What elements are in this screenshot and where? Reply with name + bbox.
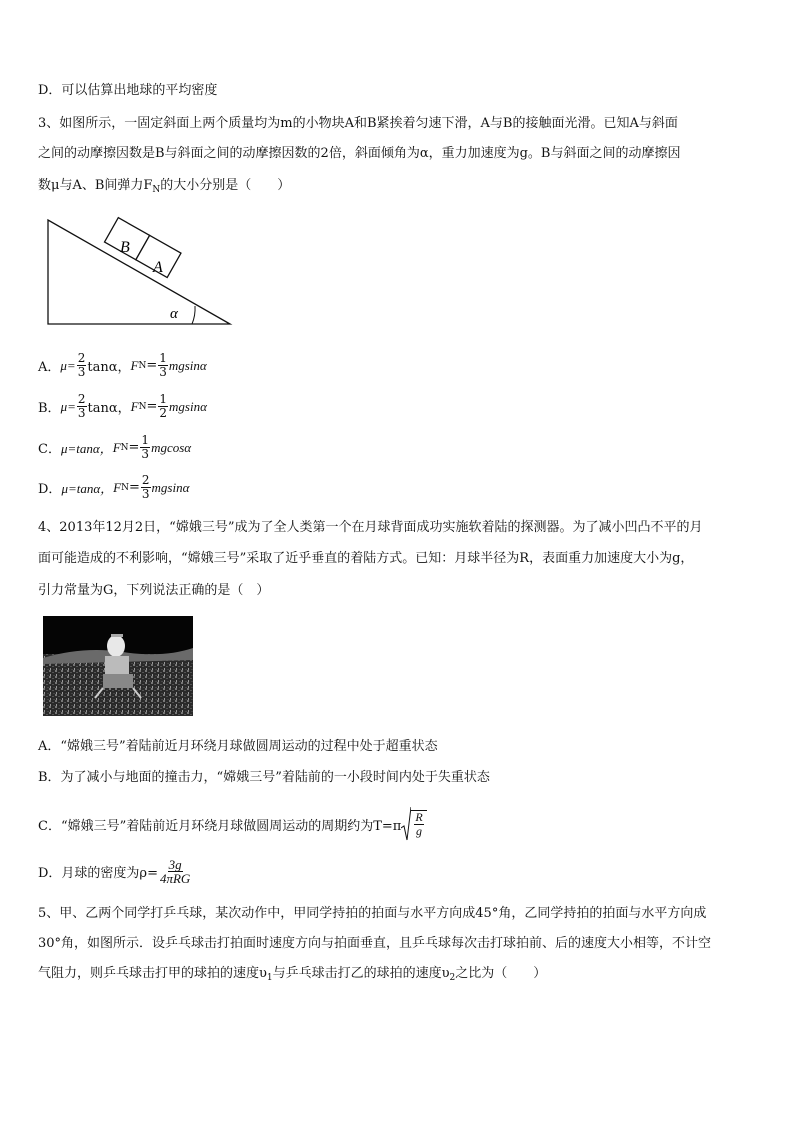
q5-stem-line3: 气阻力，则乒乓球击打甲的球拍的速度$\upsilon_1$与乒乓球击打乙的球拍的速度$\upsilon_2$之比为（ ） [38,966,547,983]
fraction: $\frac{1}{3}$ [141,433,150,461]
sqrt-expression: $\frac{R}{g}$ [401,806,426,842]
q4-stem-line1: 4、2013年12月2日，“嫦娥三号”成为了全人类第一个在月球背面成功实施软着陆的探测器。为了减小凹凸不平的月 [38,520,703,535]
q3-option-d[interactable]: D． μ=tanα， F N = $\frac{2}{3}$ mgsinα [38,473,190,501]
q3-line3-text: 数μ与A、B间弹力F [38,178,153,193]
q3-stem-line1: 3、如图所示，一固定斜面上两个质量均为m的小物块A和B紧挨着匀速下滑，A与B的接触面光滑。已知A与斜面 [38,116,678,131]
fraction: $\frac{3g}{\text{4πRG}}$ [159,857,191,886]
q4-option-c[interactable]: C．“嫦娥三号”着陆前近月环绕月球做圆周运动的周期约为T=π $\frac{R}{g}$ [38,806,427,842]
fraction: $\frac{2}{3}$ [77,351,86,379]
fraction: $\frac{1}{3}$ [159,351,167,379]
q3-stem-line3 [38,177,290,199]
q4-stem-line3: 引力常量为G，下列说法正确的是（ ） [38,583,270,598]
q3-option-b[interactable]: B． μ= $\frac{2}{3}$ tanα， F N = $\frac{1}{2}$ mgsinα [38,392,207,420]
q4-option-b[interactable]: B．为了减小与地面的撞击力，“嫦娥三号”着陆前的一小段时间内处于失重状态 [38,770,490,785]
q4-stem-line2: 面可能造成的不利影响，“嫦娥三号”采取了近乎垂直的着陆方式。已知：月球半径为R，表面重力加速度大小为g， [38,551,694,566]
q3-option-a[interactable]: A． μ= $\frac{2}{3}$ tanα， F N = $\frac{1}{3}$ mgsinα [38,351,207,379]
q4-option-a[interactable]: A．“嫦娥三号”着陆前近月环绕月球做圆周运动的过程中处于超重状态 [38,739,438,754]
q2-option-d: D．可以估算出地球的平均密度 [38,83,218,98]
q3-line3-end: 的大小分别是（ ） [160,178,291,193]
q4-option-d[interactable]: D．月球的密度为ρ= $\frac{3g}{\text{4πRG}}$ [38,857,191,886]
incline-figure [42,214,234,330]
q3-line3-sub: N [152,185,161,195]
fraction: $\frac{1}{2}$ [159,392,168,420]
angle-label: α [170,306,178,322]
fraction: $\frac{2}{3}$ [77,392,86,420]
q3-option-c[interactable]: C． μ=tanα， F N = $\frac{1}{3}$ mgcosα [38,433,192,461]
q5-stem-line2: 30°角，如图所示．设乒乓球击打拍面时速度方向与拍面垂直，且乒乓球每次击打球拍前、后的速度大小相等，不计空 [38,936,712,951]
q5-stem-line1: 5、甲、乙两个同学打乒乓球，某次动作中，甲同学持拍的拍面与水平方向成45°角，乙同学持拍的拍面与水平方向成 [38,906,707,921]
label-a: A [153,259,163,276]
q3-stem-line2: 之间的动摩擦因数是B与斜面之间的动摩擦因数的2倍，斜面倾角为α，重力加速度为g。B与斜面之间的动摩擦因 [38,146,681,161]
label-b: B [120,239,130,256]
fraction: $\frac{2}{3}$ [141,473,150,501]
lander-photo [43,616,193,716]
